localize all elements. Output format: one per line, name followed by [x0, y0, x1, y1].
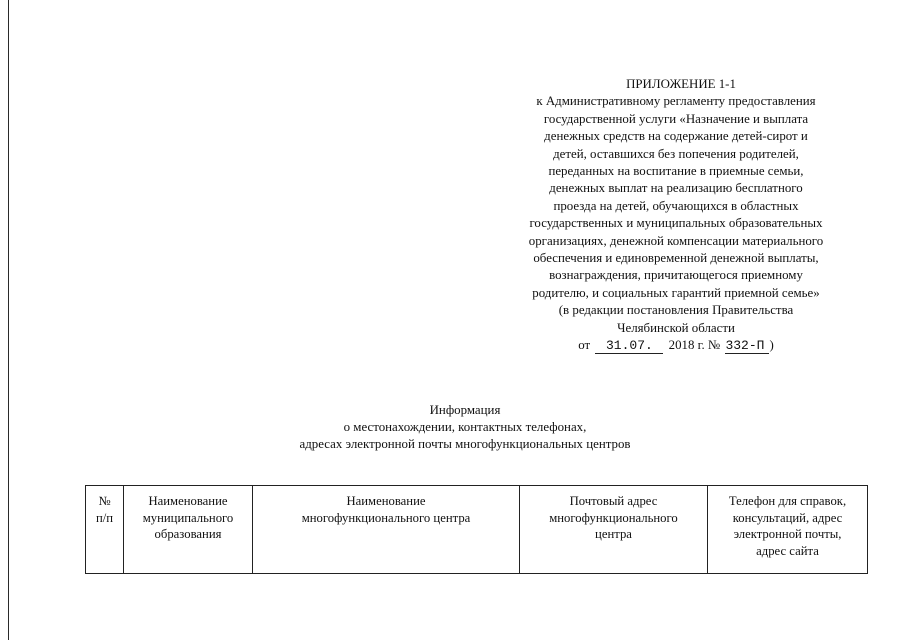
handwritten-resolution-number: 332-П	[725, 339, 769, 354]
year-number-label: 2018 г. №	[668, 338, 721, 353]
appendix-line: государственной услуги «Назначение и выплата	[543, 111, 809, 126]
header-cell-postal-address: Почтовый адрес многофункционального центра	[520, 486, 708, 574]
page-edge-line	[8, 0, 9, 640]
appendix-line: обеспечения и единовременной денежной выплаты,	[533, 251, 819, 266]
appendix-line: (в редакции постановления Правительства	[558, 303, 794, 318]
appendix-line: переданных на воспитание в приемные семьи,	[548, 164, 804, 179]
appendix-line: проезда на детей, обучающихся в областных	[553, 198, 799, 213]
date-prefix: от	[578, 338, 591, 353]
info-title: Информация	[429, 403, 501, 417]
appendix-line: организациях, денежной компенсации материального	[528, 233, 824, 248]
closing-parenthesis: )	[769, 338, 774, 353]
appendix-line: вознаграждения, причитающегося приемному	[549, 268, 803, 283]
header-cell-contacts: Телефон для справок, консультаций, адрес электронной почты, адрес сайта	[708, 486, 868, 574]
mfc-table	[85, 485, 868, 574]
appendix-line: Челябинской области	[617, 320, 735, 335]
appendix-line: детей, оставшихся без попечения родителей,	[553, 146, 799, 161]
info-subtitle-line: о местонахождении, контактных телефонах,	[343, 420, 587, 434]
appendix-line: денежных выплат на реализацию бесплатного	[549, 181, 803, 196]
info-subtitle-line: адресах электронной почты многофункциональных центров	[299, 437, 631, 451]
appendix-line: государственных и муниципальных образовательных	[529, 216, 823, 231]
information-title-block	[250, 402, 680, 453]
appendix-block	[490, 76, 862, 355]
appendix-heading: ПРИЛОЖЕНИЕ 1-1	[626, 77, 736, 91]
appendix-line: родителю, и социальных гарантий приемной семье»	[532, 285, 820, 300]
appendix-line: к Административному регламенту предоставления	[536, 94, 816, 109]
header-cell-municipality: Наименование муниципального образования	[124, 486, 253, 574]
resolution-date-row	[490, 337, 862, 354]
header-cell-mfc-name: Наименование многофункционального центра	[253, 486, 520, 574]
header-cell-number: № п/п	[86, 486, 124, 574]
table-header-row	[86, 486, 868, 574]
handwritten-date: 31.07.	[595, 339, 663, 354]
appendix-line: денежных средств на содержание детей-сирот и	[544, 129, 808, 144]
